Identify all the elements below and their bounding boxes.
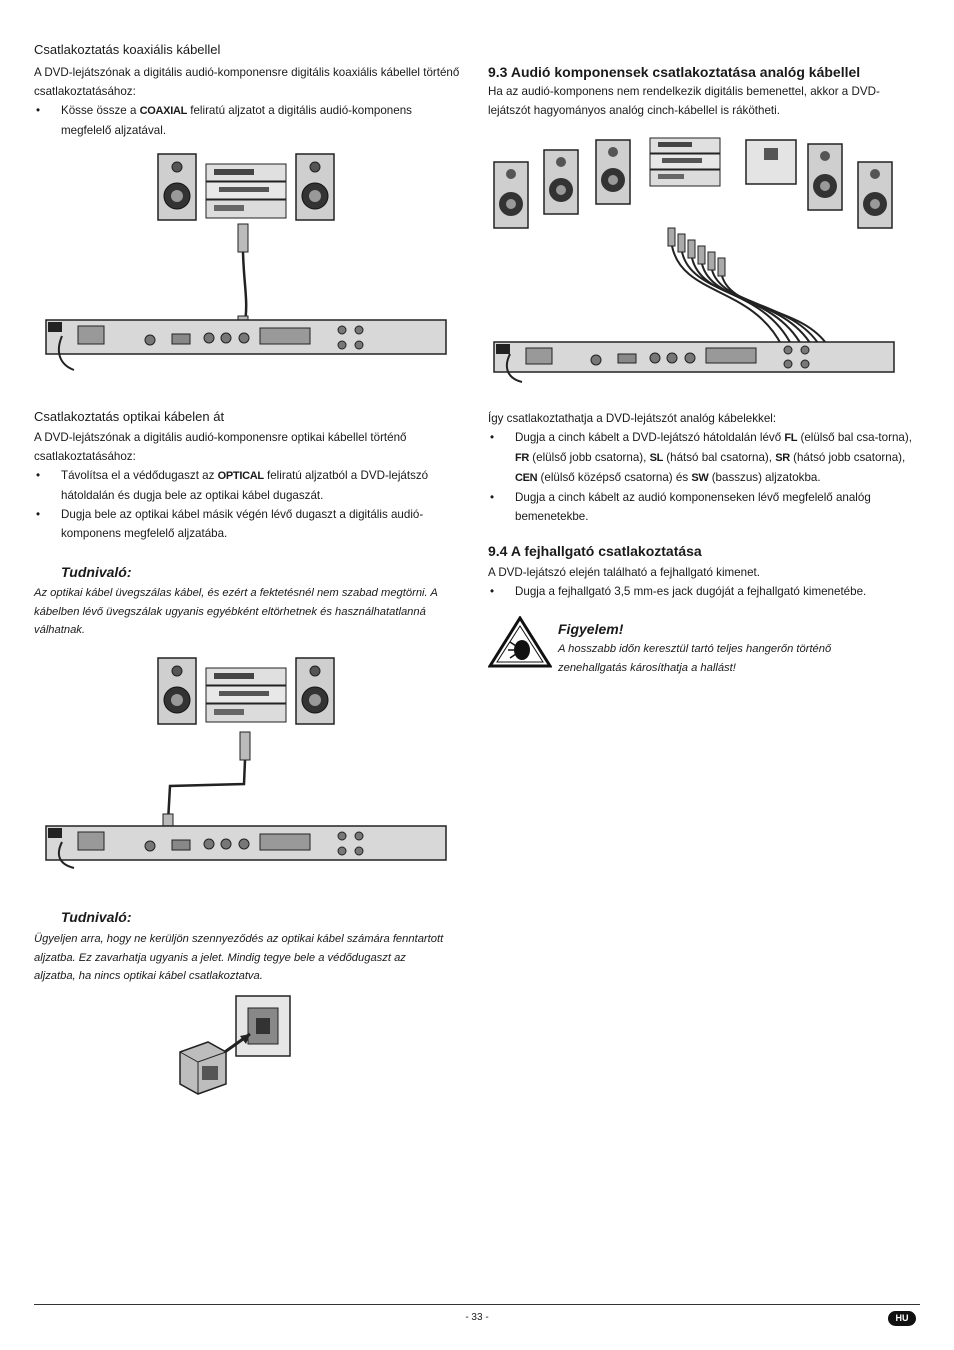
- coax-b1-pre: Kösse össze a: [61, 104, 140, 117]
- speaker-sr-icon: [858, 162, 892, 228]
- section-9-3-list: [488, 428, 918, 526]
- speaker-left-icon: [158, 658, 196, 724]
- section-9-4-title: 9.4 A fejhallgató csatlakoztatása: [488, 543, 702, 559]
- language-badge: HU: [888, 1311, 916, 1326]
- dvd-player-rear-icon: [494, 342, 894, 382]
- kw-cen: CEN: [515, 472, 538, 484]
- coaxial-cable-icon: [238, 224, 248, 336]
- audio-receiver-icon: [206, 164, 286, 218]
- optical-cable-icon: [163, 732, 250, 832]
- kw-fl: FL: [784, 432, 798, 444]
- analog-connection-figure: [492, 136, 896, 386]
- footer-rule: [34, 1304, 920, 1305]
- section-9-4-list: [488, 582, 918, 601]
- optical-b1-pre: Távolítsa el a védődugaszt az: [61, 469, 218, 482]
- hearing-warning-icon: [488, 616, 552, 668]
- headphone-bullet: • Dugja a fejhallgató 3,5 mm-es jack dugóját a fejhallgató kimenetébe.: [488, 582, 918, 601]
- note1-text: Az optikai kábel üvegszálas kábel, és ezért a fektetésnél nem szabad megtörni. A kábelben lévő üvegszálak ugyanis egyébként eltörhetnek és használhatatlanná válhatnak.: [34, 587, 438, 636]
- optical-socket-icon: [236, 996, 290, 1056]
- optical-title: Csatlakoztatás optikai kábelen át: [34, 409, 225, 424]
- section-9-4-intro: A DVD-lejátszó elején található a fejhallgató kimenet.: [488, 566, 760, 579]
- speaker-sl-icon: [544, 150, 578, 214]
- subwoofer-icon: [746, 140, 796, 184]
- speaker-fl-icon: [494, 162, 528, 228]
- coax-b1-post: feliratú aljzatot a digitális audió-komponens megfelelő aljzatával.: [61, 104, 412, 137]
- speaker-right-icon: [296, 658, 334, 724]
- section-9-3-title: 9.3 Audió komponensek csatlakoztatása analóg kábellel: [488, 64, 861, 80]
- optical-bullet-1: [34, 466, 462, 505]
- optical-intro: A DVD-lejátszónak a digitális audió-komponensre optikai kábellel történő csatlakoztatásához:: [34, 431, 407, 463]
- dvd-player-rear-icon: [46, 320, 446, 370]
- coax-intro: A DVD-lejátszónak a digitális audió-komponensre digitális koaxiális kábellel történő csatlakoztatásához:: [34, 66, 460, 98]
- b1-b: (elülső bal csa-torna),: [797, 431, 912, 444]
- speaker-left-icon: [158, 154, 196, 220]
- kw-sl: SL: [649, 452, 664, 464]
- protective-cap-figure: [172, 992, 302, 1096]
- b1-g: (basszus) aljzatokba.: [708, 471, 821, 484]
- optical-keyword: OPTICAL: [217, 470, 264, 482]
- coax-bullet: [34, 101, 462, 140]
- optical-list: [34, 466, 462, 543]
- speaker-cen-icon: [596, 140, 630, 204]
- analog-bullet-2: • Dugja a cinch kábelt az audió komponenseken lévő megfelelő analóg bemenetekbe.: [488, 488, 918, 526]
- coax-list: [34, 101, 462, 140]
- note2-text: Ügyeljen arra, hogy ne kerüljön szennyeződés az optikai kábel számára fenntartott aljzatba. Ez zavarhatja ugyanis a jelet. Mindig tegye bele a védődugaszt az aljzatba, ha nincs optikai kábel csatlakoztatva.: [34, 933, 444, 982]
- coax-keyword: COAXIAL: [139, 105, 188, 117]
- kw-sr: SR: [775, 452, 790, 464]
- analog-bullet-1: [488, 428, 918, 488]
- cinch-cables-icon: [668, 228, 828, 346]
- warning-title: Figyelem!: [558, 621, 624, 637]
- section-9-3-intro: Ha az audió-komponens nem rendelkezik digitális bemenettel, akkor a DVD-lejátszót hagyományos analóg cinch-kábellel is rákötheti.: [488, 85, 880, 117]
- speaker-fr-icon: [808, 144, 842, 210]
- b1-d: (hátsó bal csatorna),: [663, 451, 776, 464]
- optical-bullet-2: • Dugja bele az optikai kábel másik végén lévő dugaszt a digitális audió-komponens megfelelő aljzatába.: [34, 505, 462, 543]
- b1-a: Dugja a cinch kábelt a DVD-lejátszó hátoldalán lévő: [515, 431, 785, 444]
- dust-cap-icon: [180, 1042, 226, 1094]
- page-number: - 33 -: [465, 1312, 489, 1323]
- note2-title: Tudnivaló:: [61, 909, 132, 925]
- warning-text: A hosszabb időn keresztül tartó teljes hangerőn történő zenehallgatás károsíthatja a hallást!: [558, 643, 832, 674]
- speaker-right-icon: [296, 154, 334, 220]
- b1-e: (hátsó jobb csatorna),: [789, 451, 906, 464]
- optical-b1-post: feliratú aljzatból a DVD-lejátszó hátoldalán és dugja bele az optikai kábel dugaszát.: [61, 469, 429, 502]
- coax-title: Csatlakoztatás koaxiális kábellel: [34, 42, 221, 57]
- b1-f: (elülső középső csatorna) és: [537, 471, 692, 484]
- dvd-player-rear-icon: [46, 826, 446, 868]
- note1-title: Tudnivaló:: [61, 564, 132, 580]
- kw-sw: SW: [691, 472, 709, 484]
- b1-c: (elülső jobb csatorna),: [529, 451, 650, 464]
- kw-fr: FR: [515, 452, 530, 464]
- coaxial-connection-figure: [44, 150, 448, 376]
- section-9-3-after: Így csatlakoztathatja a DVD-lejátszót analóg kábelekkel:: [488, 412, 777, 425]
- audio-receiver-icon: [650, 138, 720, 186]
- audio-receiver-icon: [206, 668, 286, 722]
- optical-connection-figure: [44, 654, 448, 872]
